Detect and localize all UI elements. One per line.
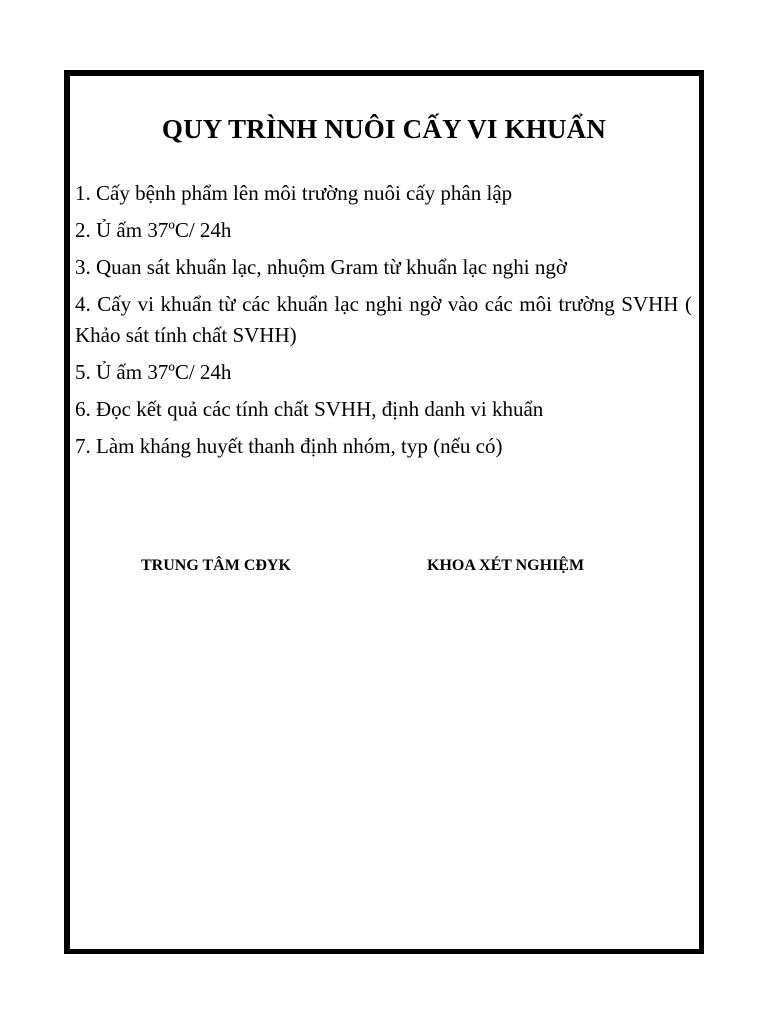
procedure-steps [75,178,692,468]
step-2: 2. Ủ ấm 37ºC/ 24h [75,218,232,242]
step-1: 1. Cấy bệnh phẩm lên môi trường nuôi cấy phân lập [75,181,513,205]
document-title: QUY TRÌNH NUÔI CẤY VI KHUẨN [161,114,607,144]
signature-center: TRUNG TÂM CĐYK [141,557,291,574]
signature-lab: KHOA XÉT NGHIỆM [427,557,585,574]
step-6: 6. Đọc kết quả các tính chất SVHH, định danh vi khuẩn [75,397,544,421]
step-4: 4. Cấy vi khuẩn từ các khuẩn lạc nghi ngờ vào các môi trường SVHH ( Khảo sát tính chất SVHH) [75,292,692,347]
step-7: 7. Làm kháng huyết thanh định nhóm, typ (nếu có) [75,434,503,458]
step-5: 5. Ủ ấm 37ºC/ 24h [75,360,232,384]
step-3: 3. Quan sát khuẩn lạc, nhuộm Gram từ khuẩn lạc nghi ngờ [75,255,567,279]
